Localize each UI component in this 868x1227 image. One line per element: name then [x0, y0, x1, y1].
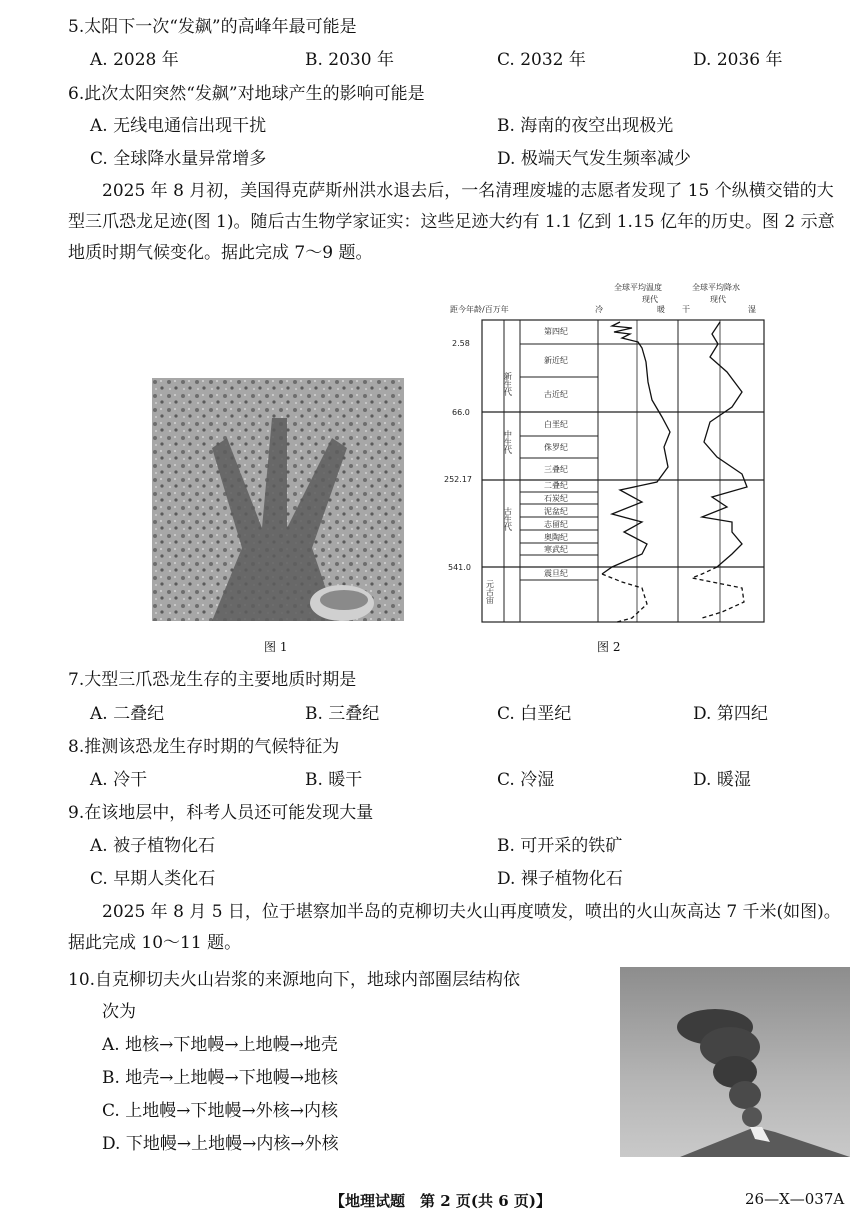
fig2-period-4: 侏罗纪 [544, 443, 568, 452]
q8-option-b: B. 暖干 [305, 770, 363, 790]
fig2-warm: 暖 [657, 305, 665, 314]
figure-2-caption: 图 2 [597, 640, 621, 654]
volcano-photo [620, 967, 850, 1157]
fig2-precipitation-curve [702, 322, 747, 567]
fig2-age-2: 252.17 [444, 475, 472, 484]
footer-code: 26—X—037A [745, 1190, 845, 1208]
fig2-age-1: 66.0 [452, 408, 470, 417]
fig2-dry: 干 [682, 305, 690, 314]
fig2-period-0: 第四纪 [544, 327, 568, 336]
fig2-age-3: 541.0 [448, 563, 471, 572]
q6-option-b: B. 海南的夜空出现极光 [497, 116, 674, 136]
intro-paragraph-2: 2025 年 8 月 5 日，位于堪察加半岛的克柳切夫火山再度喷发，喷出的火山灰高达 7 千米(如图)。据此完成 10～11 题。 [68, 902, 841, 953]
fig2-period-7: 石炭纪 [544, 494, 568, 503]
fig2-period-1: 新近纪 [544, 356, 568, 365]
q9-option-c: C. 早期人类化石 [90, 869, 216, 889]
q6-option-c: C. 全球降水量异常增多 [90, 149, 267, 169]
fig2-header-prec: 全球平均降水 [692, 283, 740, 292]
fig2-era-1: 中生代 [503, 430, 513, 454]
q10-option-d: D. 下地幔→上地幔→内核→外核 [102, 1134, 339, 1154]
q7-option-a: A. 二叠纪 [90, 704, 165, 724]
q5-option-d: D. 2036 年 [693, 50, 783, 70]
q8-option-d: D. 暖湿 [693, 770, 751, 790]
fig2-precipitation-dashed [692, 567, 744, 618]
fig2-age-0: 2.58 [452, 339, 470, 348]
fig2-period-10: 奥陶纪 [544, 533, 568, 542]
q7-stem: 7.大型三爪恐龙生存的主要地质时期是 [68, 670, 357, 690]
intro-paragraph-1: 2025 年 8 月初，美国得克萨斯州洪水退去后，一名清理废墟的志愿者发现了 15 个纵横交错的大型三爪恐龙足迹(图 1)。随后古生物学家证实：这些足迹大约有 1.1 亿到 1.15 亿年的历史。图 2 示意地质时期气候变化。据此完成 7～9 题。 [68, 181, 835, 263]
q7-option-d: D. 第四纪 [693, 704, 768, 724]
fig2-temperature-curve [602, 322, 670, 574]
fig2-header-age: 距今年龄/百万年 [450, 305, 509, 314]
figure-1-photo [152, 378, 404, 621]
fig2-now-prec: 现代 [710, 295, 726, 304]
q6-option-a: A. 无线电通信出现干扰 [90, 116, 267, 136]
q7-option-b: B. 三叠纪 [305, 704, 380, 724]
q7-option-c: C. 白垩纪 [497, 704, 572, 724]
q8-option-c: C. 冷湿 [497, 770, 555, 790]
q6-option-d: D. 极端天气发生频率减少 [497, 149, 691, 169]
fig2-period-6: 二叠纪 [544, 481, 568, 490]
q9-option-b: B. 可开采的铁矿 [497, 836, 623, 856]
fig2-period-5: 三叠纪 [544, 465, 568, 474]
q10-option-c: C. 上地幔→下地幔→外核→内核 [102, 1101, 338, 1121]
fig2-header-temp: 全球平均温度 [614, 283, 662, 292]
fig2-period-12: 震旦纪 [544, 569, 568, 578]
fig2-now-temp: 现代 [642, 295, 658, 304]
q8-stem: 8.推测该恐龙生存时期的气候特征为 [68, 737, 340, 757]
fig2-period-9: 志留纪 [544, 520, 568, 529]
fig2-era-2: 古生代 [503, 507, 513, 531]
q5-option-a: A. 2028 年 [90, 50, 179, 70]
q10-stem-line-1: 10.自克柳切夫火山岩浆的来源地向下，地球内部圈层结构依 [68, 970, 521, 990]
footer-page-info: 【地理试题 第 2 页(共 6 页)】 [330, 1192, 551, 1210]
q9-option-d: D. 裸子植物化石 [497, 869, 623, 889]
q5-stem: 5.太阳下一次“发飙”的高峰年最可能是 [68, 17, 357, 37]
fig2-era-0: 新生代 [503, 372, 513, 396]
q10-stem-line-2: 次为 [102, 1002, 136, 1022]
fig2-temperature-dashed [602, 574, 647, 622]
q9-option-a: A. 被子植物化石 [90, 836, 216, 856]
fig2-wet: 湿 [748, 305, 756, 314]
fig2-period-3: 白垩纪 [544, 420, 568, 429]
q5-option-b: B. 2030 年 [305, 50, 394, 70]
fig2-era-3: 元古宙 [485, 580, 495, 604]
figure-2-chart [442, 282, 768, 627]
fig2-period-11: 寒武纪 [544, 545, 568, 554]
q5-option-c: C. 2032 年 [497, 50, 586, 70]
q8-option-a: A. 冷干 [90, 770, 148, 790]
fig2-period-2: 古近纪 [544, 390, 568, 399]
fig2-period-8: 泥盆纪 [544, 507, 568, 516]
q10-option-b: B. 地壳→上地幔→下地幔→地核 [102, 1068, 339, 1088]
fig2-cold: 冷 [595, 305, 603, 314]
q10-option-a: A. 地核→下地幔→上地幔→地壳 [102, 1035, 338, 1055]
figure-1-caption: 图 1 [264, 640, 288, 654]
q6-stem: 6.此次太阳突然“发飙”对地球产生的影响可能是 [68, 84, 425, 104]
q9-stem: 9.在该地层中，科考人员还可能发现大量 [68, 803, 374, 823]
